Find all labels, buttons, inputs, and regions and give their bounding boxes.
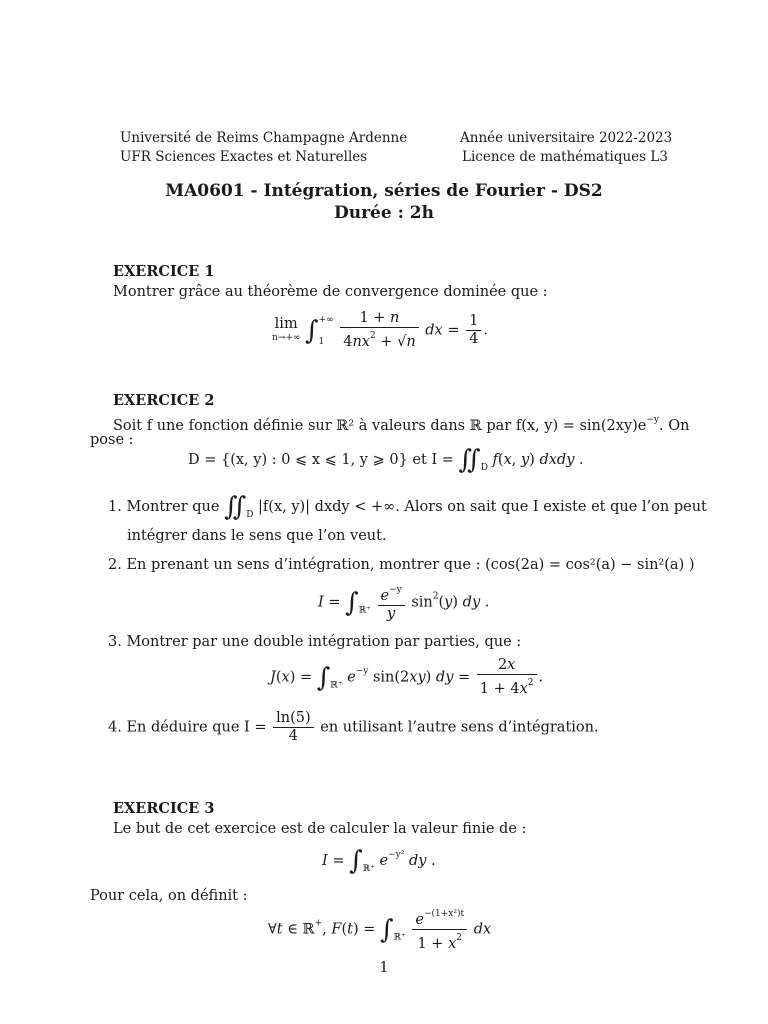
ex3-pose: Pour cela, on définit :	[90, 888, 248, 904]
ex3-formula1: $I = \int_{ℝ^+}$ $e^{-y^2}$ dy .	[322, 846, 436, 876]
ex1-formula: lim n→+∞ ∫ +∞ 1 $\frac{1 + n}{4nx^2 + √n}$ dx = $\frac{1}{4}$ .	[272, 310, 488, 350]
header-ufr: UFR Sciences Exactes et Naturelles	[120, 149, 368, 165]
ex2-formula2: $I = \int_{ℝ^+}$ $\frac{e^{-y}}{y}$ $\sin^2(y)$ dy .	[318, 582, 489, 623]
ex2-item4-rest: en utilisant l’autre sens d’intégration.	[320, 719, 599, 736]
ex2-item4: 4. En déduire que I = $\frac{\ln(5)}{4}$ en utilisant l’autre sens d’intégration.	[108, 710, 599, 744]
ex2-intro: Soit f une fonction définie sur ℝ² à valeurs dans ℝ par f(x, $y) = \sin(2xy)e^{-y}$. On	[113, 415, 690, 434]
ex2-item1-start: 1. Montrer que	[108, 499, 220, 515]
ex2-item1: 1. Montrer que $∬_D$ |f(x, y)| dxdy < +∞. Alors on sait que I existe et que l’on peut	[108, 492, 707, 522]
ex2-item1-rest: |f(x, y)| dxdy < +∞. Alors on sait que I existe et que l’on peut	[258, 499, 707, 515]
ex3-heading: EXERCICE 3	[113, 800, 215, 817]
ex1-intro: Montrer grâce au théorème de convergence dominée que :	[113, 284, 548, 300]
ex2-heading: EXERCICE 2	[113, 392, 215, 409]
header-university: Université de Reims Champagne Ardenne	[120, 130, 408, 146]
ex2-item4-start: 4. En déduire que I =	[108, 719, 267, 736]
ex2-definition: D = {(x, y) : 0 ⩽ x ⩽ 1, y ⩾ 0} et $I = ∬_D$ f(x, y) dxdy .	[188, 445, 584, 475]
page-title: MA0601 - Intégration, séries de Fourier - DS2	[165, 181, 603, 201]
ex2-item2: 2. En prenant un sens d’intégration, montrer que : (cos(2a) = cos²(a) − sin²(a) )	[108, 557, 695, 573]
ex2-item1-cont: intégrer dans le sens que l’on veut.	[127, 528, 387, 544]
ex2-item3: 3. Montrer par une double intégration par parties, que :	[108, 634, 522, 650]
ex2-formula3: $J(x) = \int_{ℝ^+}$ $e^{-y}$ sin(2xy) dy = $\frac{2x}{1 + 4x^2}$ .	[270, 657, 544, 697]
header-licence: Licence de mathématiques L3	[462, 149, 668, 165]
ex3-intro: Le but de cet exercice est de calculer la valeur finie de :	[113, 821, 527, 837]
ex1-heading: EXERCICE 1	[113, 263, 215, 280]
ex2-intro-pose: pose :	[90, 432, 134, 448]
page-number: 1	[379, 960, 389, 976]
ex3-formula2: ∀t ∈ ℝ+, $F(t) = \int_{ℝ^+}$ $\frac{e^{-(1+x^2)t}}{1 + x^2}$ dx	[268, 906, 491, 953]
ex2-def-text: D = {(x, y) : 0 ⩽ x ⩽ 1, y ⩾ 0} et I =	[188, 452, 454, 468]
ex2-intro-text: Soit f une fonction définie sur ℝ² à valeurs dans ℝ par f(x, y) = sin(2xy)e	[113, 418, 647, 434]
page-subtitle: Durée : 2h	[334, 203, 434, 223]
ex2-intro-end: . On	[659, 418, 690, 434]
header-year: Année universitaire 2022-2023	[460, 130, 673, 146]
